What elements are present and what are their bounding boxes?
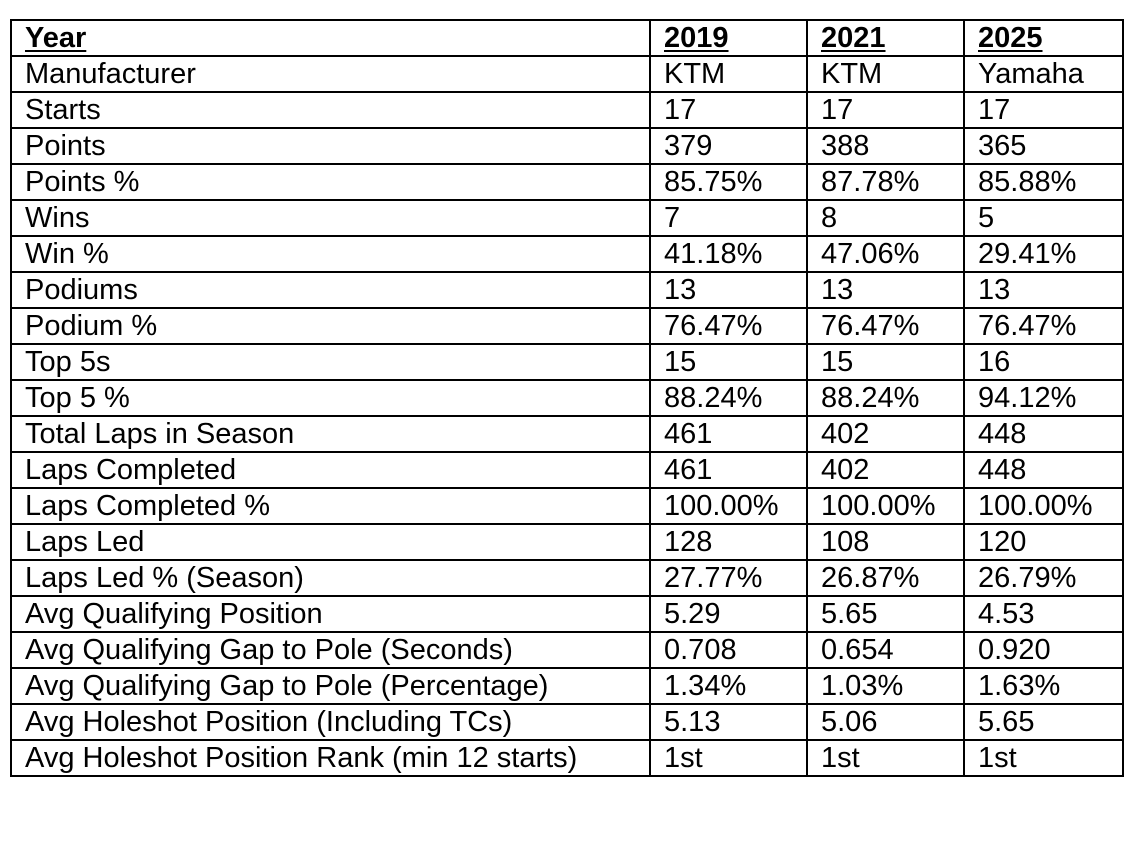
value-cell-2019: KTM: [650, 56, 807, 92]
header-row: [11, 20, 1123, 56]
table-row: [11, 452, 1123, 488]
value-cell-2019: 379: [650, 128, 807, 164]
header-year-2021: 2021: [807, 20, 964, 56]
value-cell-2021: 108: [807, 524, 964, 560]
season-stats-table: [10, 19, 1124, 777]
table-row: [11, 92, 1123, 128]
value-cell-2025: 0.920: [964, 632, 1123, 668]
value-cell-2025: Yamaha: [964, 56, 1123, 92]
value-cell-2025: 1st: [964, 740, 1123, 776]
row-label: Avg Qualifying Gap to Pole (Percentage): [11, 668, 650, 704]
value-cell-2021: 0.654: [807, 632, 964, 668]
value-cell-2021: 13: [807, 272, 964, 308]
row-label: Laps Completed %: [11, 488, 650, 524]
row-label: Podium %: [11, 308, 650, 344]
header-year-2019: 2019: [650, 20, 807, 56]
value-cell-2021: 17: [807, 92, 964, 128]
value-cell-2021: 88.24%: [807, 380, 964, 416]
value-cell-2025: 120: [964, 524, 1123, 560]
row-label: Top 5s: [11, 344, 650, 380]
value-cell-2019: 76.47%: [650, 308, 807, 344]
value-cell-2019: 13: [650, 272, 807, 308]
value-cell-2021: 47.06%: [807, 236, 964, 272]
table-row: [11, 236, 1123, 272]
row-label: Avg Holeshot Position Rank (min 12 starts): [11, 740, 650, 776]
table-row: [11, 200, 1123, 236]
value-cell-2021: 1.03%: [807, 668, 964, 704]
value-cell-2025: 13: [964, 272, 1123, 308]
table-row: [11, 164, 1123, 200]
value-cell-2025: 448: [964, 452, 1123, 488]
table-row: [11, 704, 1123, 740]
table-row: [11, 272, 1123, 308]
table-row: [11, 380, 1123, 416]
value-cell-2019: 27.77%: [650, 560, 807, 596]
row-label: Points: [11, 128, 650, 164]
table-row: [11, 308, 1123, 344]
value-cell-2025: 5.65: [964, 704, 1123, 740]
value-cell-2019: 0.708: [650, 632, 807, 668]
table-row: [11, 596, 1123, 632]
row-label: Win %: [11, 236, 650, 272]
value-cell-2025: 448: [964, 416, 1123, 452]
value-cell-2021: 402: [807, 416, 964, 452]
value-cell-2019: 461: [650, 452, 807, 488]
table-row: [11, 560, 1123, 596]
value-cell-2019: 41.18%: [650, 236, 807, 272]
row-label: Avg Qualifying Position: [11, 596, 650, 632]
value-cell-2025: 76.47%: [964, 308, 1123, 344]
row-label: Wins: [11, 200, 650, 236]
row-label: Total Laps in Season: [11, 416, 650, 452]
header-year-2025: 2025: [964, 20, 1123, 56]
value-cell-2021: 5.65: [807, 596, 964, 632]
row-label: Avg Holeshot Position (Including TCs): [11, 704, 650, 740]
row-label: Starts: [11, 92, 650, 128]
value-cell-2025: 17: [964, 92, 1123, 128]
value-cell-2025: 16: [964, 344, 1123, 380]
value-cell-2025: 1.63%: [964, 668, 1123, 704]
value-cell-2019: 17: [650, 92, 807, 128]
value-cell-2025: 100.00%: [964, 488, 1123, 524]
value-cell-2021: 15: [807, 344, 964, 380]
table-row: [11, 524, 1123, 560]
value-cell-2019: 5.13: [650, 704, 807, 740]
row-label: Top 5 %: [11, 380, 650, 416]
value-cell-2021: 8: [807, 200, 964, 236]
value-cell-2021: 402: [807, 452, 964, 488]
row-label: Laps Completed: [11, 452, 650, 488]
value-cell-2019: 1.34%: [650, 668, 807, 704]
table-body: [11, 56, 1123, 776]
value-cell-2025: 26.79%: [964, 560, 1123, 596]
value-cell-2021: 26.87%: [807, 560, 964, 596]
value-cell-2019: 15: [650, 344, 807, 380]
value-cell-2021: 87.78%: [807, 164, 964, 200]
row-label: Points %: [11, 164, 650, 200]
row-label: Laps Led % (Season): [11, 560, 650, 596]
row-label: Manufacturer: [11, 56, 650, 92]
value-cell-2021: KTM: [807, 56, 964, 92]
table-row: [11, 128, 1123, 164]
value-cell-2021: 100.00%: [807, 488, 964, 524]
value-cell-2021: 1st: [807, 740, 964, 776]
value-cell-2025: 94.12%: [964, 380, 1123, 416]
value-cell-2019: 88.24%: [650, 380, 807, 416]
table-row: [11, 632, 1123, 668]
table-row: [11, 344, 1123, 380]
value-cell-2025: 4.53: [964, 596, 1123, 632]
value-cell-2021: 388: [807, 128, 964, 164]
value-cell-2019: 128: [650, 524, 807, 560]
value-cell-2019: 461: [650, 416, 807, 452]
row-label: Podiums: [11, 272, 650, 308]
value-cell-2025: 365: [964, 128, 1123, 164]
value-cell-2019: 5.29: [650, 596, 807, 632]
value-cell-2019: 7: [650, 200, 807, 236]
value-cell-2021: 76.47%: [807, 308, 964, 344]
row-label: Laps Led: [11, 524, 650, 560]
value-cell-2025: 5: [964, 200, 1123, 236]
table-row: [11, 668, 1123, 704]
header-year-label: Year: [11, 20, 650, 56]
value-cell-2019: 100.00%: [650, 488, 807, 524]
value-cell-2025: 29.41%: [964, 236, 1123, 272]
table-row: [11, 488, 1123, 524]
value-cell-2025: 85.88%: [964, 164, 1123, 200]
row-label: Avg Qualifying Gap to Pole (Seconds): [11, 632, 650, 668]
table-row: [11, 416, 1123, 452]
value-cell-2021: 5.06: [807, 704, 964, 740]
value-cell-2019: 85.75%: [650, 164, 807, 200]
value-cell-2019: 1st: [650, 740, 807, 776]
table-row: [11, 740, 1123, 776]
table-row: [11, 56, 1123, 92]
